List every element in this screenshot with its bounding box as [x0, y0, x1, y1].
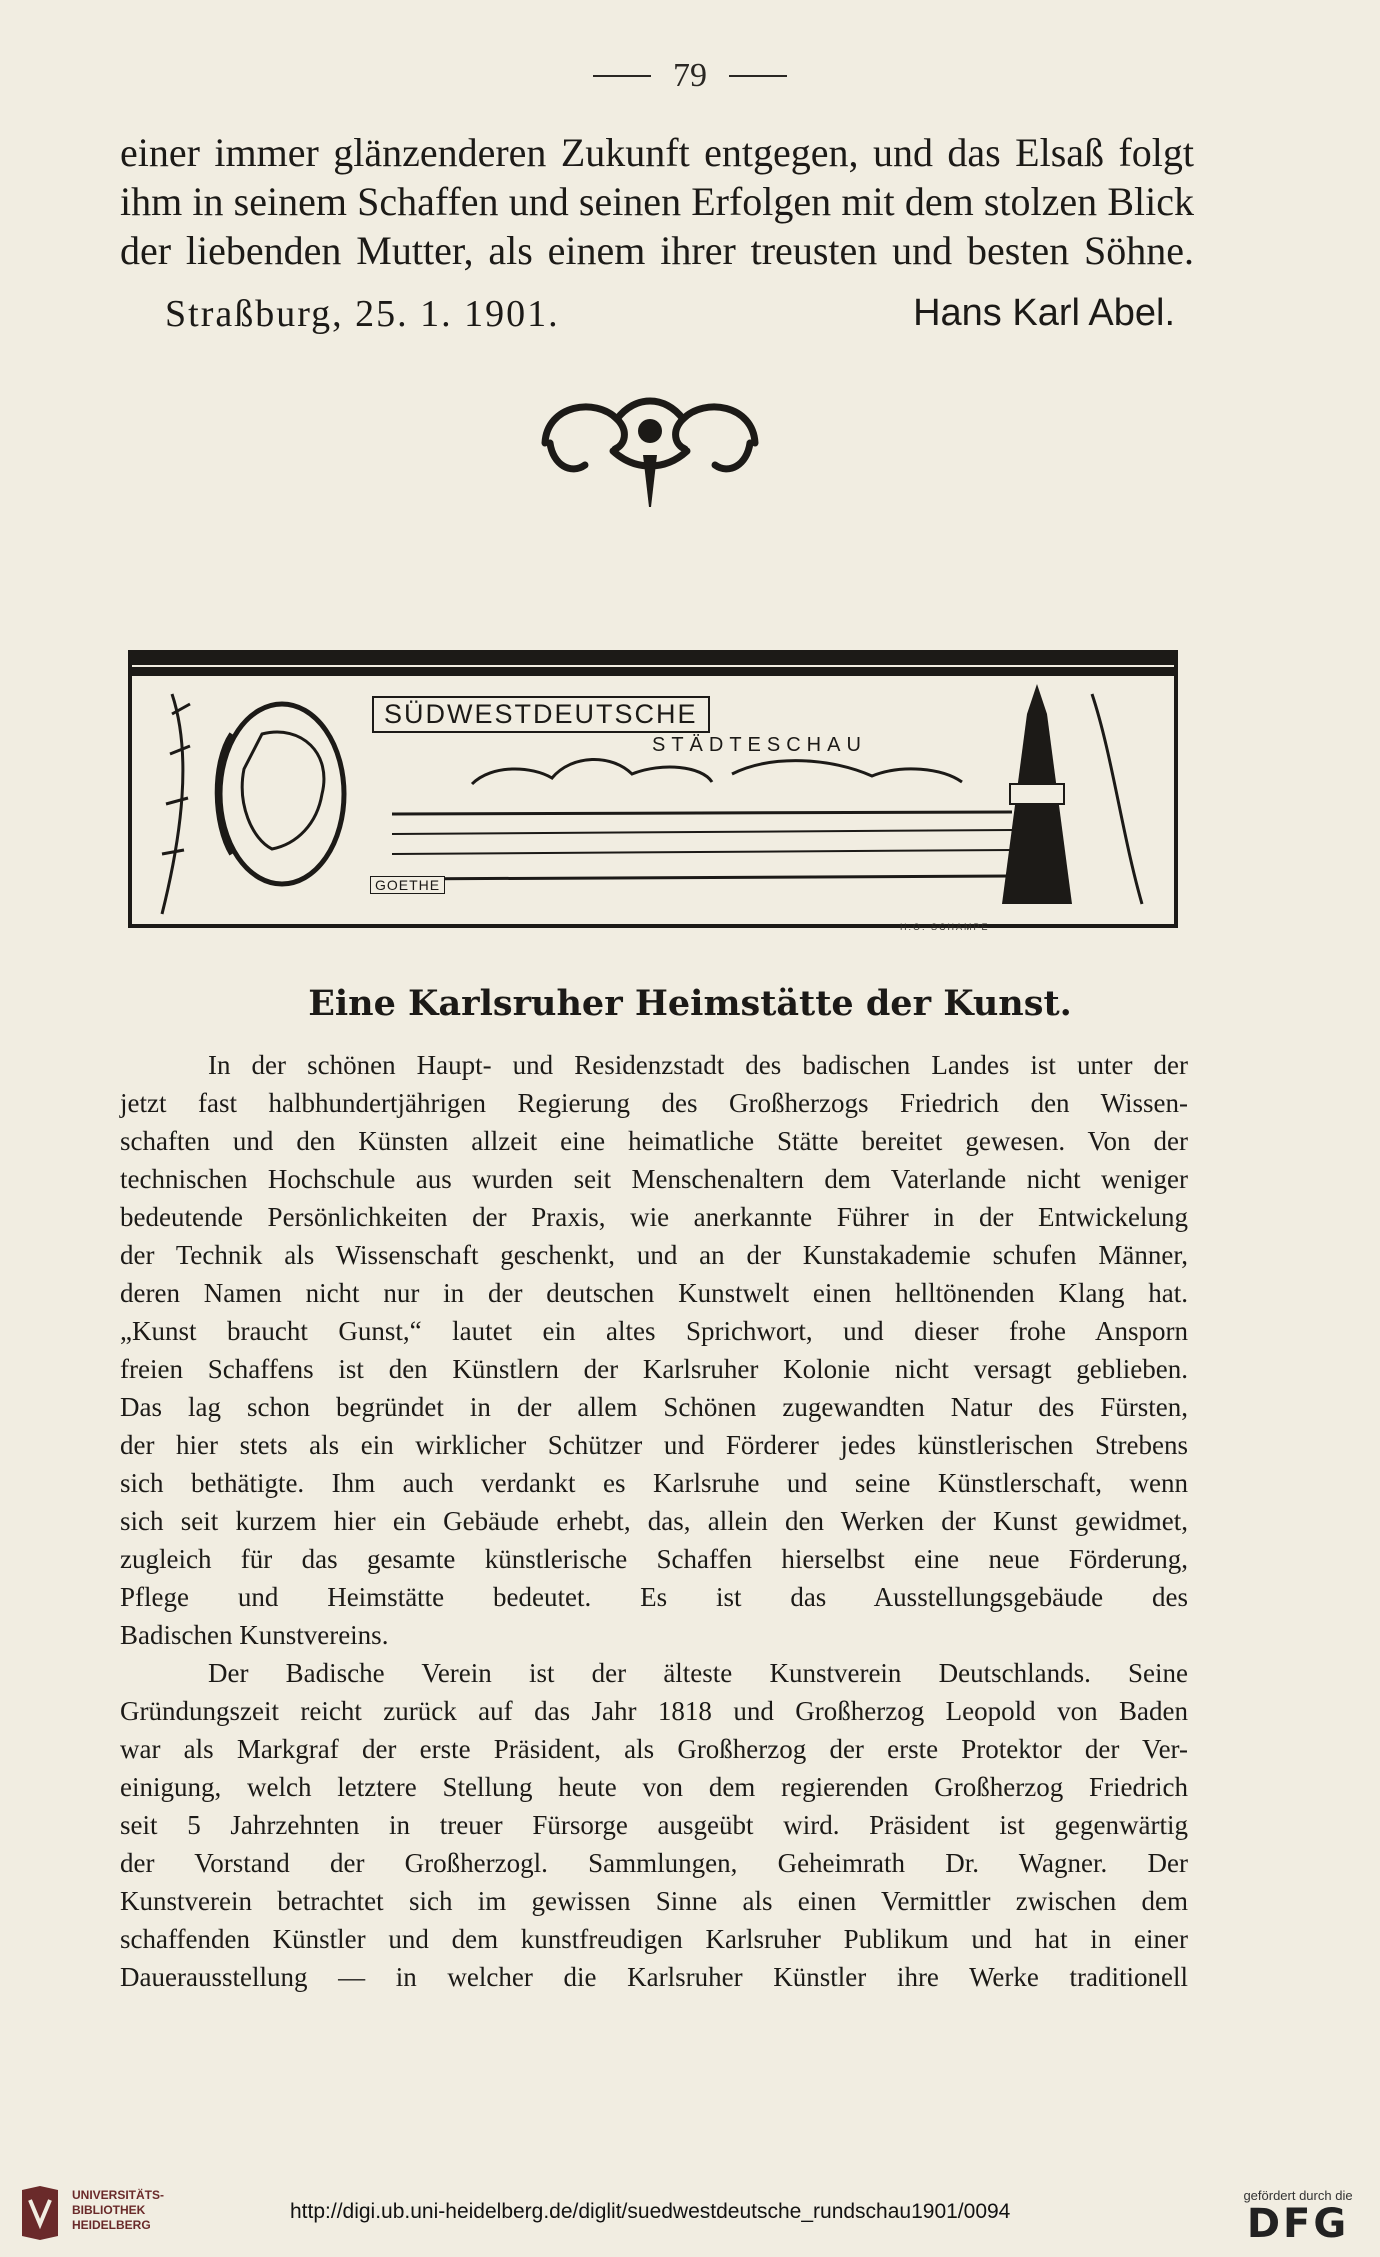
library-line: BIBLIOTHEK	[72, 2203, 146, 2217]
library-line: UNIVERSITÄTS-	[72, 2188, 165, 2202]
article-line: freien Schaffens ist den Künstlern der Karlsruher Kolonie nicht versagt geblieben.	[120, 1354, 1188, 1384]
article-line: war als Markgraf der erste Präsident, als Großherzog der erste Protektor der Ver-	[120, 1734, 1188, 1764]
article-line: Pflege und Heimstätte bedeutet. Es ist das Ausstellungsgebäude des	[120, 1582, 1188, 1612]
dfg-logo	[1228, 2188, 1368, 2250]
text-line: einer immer glänzenderen Zukunft entgegen, und das Elsaß folgt	[120, 130, 1194, 175]
article-line: Dauerausstellung — in welcher die Karlsruher Künstler ihre Werke traditionell	[120, 1962, 1188, 1992]
library-line: HEIDELBERG	[72, 2218, 151, 2232]
article-line: Gründungszeit reicht zurück auf das Jahr 1818 und Großherzog Leopold von Baden	[120, 1696, 1188, 1726]
article-line: der hier stets als ein wirklicher Schützer und Förderer jedes künstlerischen Strebens	[120, 1430, 1188, 1460]
dfg-caption: gefördert durch die	[1243, 2188, 1353, 2203]
author-name: Hans Karl Abel.	[913, 292, 1175, 334]
dfg-mark: DFG	[1246, 2201, 1350, 2247]
article-line: „Kunst braucht Gunst,“ lautet ein altes Sprichwort, und dieser frohe Ansporn	[120, 1316, 1188, 1346]
article-line: Kunstverein betrachtet sich im gewissen Sinne als einen Vermittler zwischen dem	[120, 1886, 1188, 1916]
article-body	[120, 1046, 1188, 1996]
header-rule-right	[729, 75, 787, 77]
header-rule-left	[593, 75, 651, 77]
signature-line	[165, 292, 1175, 336]
article-line: deren Namen nicht nur in der deutschen Kunstwelt einen helltönenden Klang hat.	[120, 1278, 1188, 1308]
text-line: ihm in seinem Schaffen und seinen Erfolgen mit dem stolzen Blick	[120, 179, 1194, 224]
library-emblem-icon	[18, 2184, 62, 2242]
text-line: der liebenden Mutter, als einem ihrer treusten und besten Söhne.	[120, 228, 1194, 273]
landscape-drawing	[132, 654, 1174, 924]
article-line: sich seit kurzem hier ein Gebäude erhebt, das, allein den Werken der Kunst gewidmet,	[120, 1506, 1188, 1536]
article-line: einigung, welch letztere Stellung heute von dem regierenden Großherzog Friedrich	[120, 1772, 1188, 1802]
artist-signature: H.O. SCHAMPE	[900, 922, 990, 932]
article-line: Der Badische Verein ist der älteste Kunstverein Deutschlands. Seine	[208, 1658, 1188, 1688]
article-line: der Technik als Wissenschaft geschenkt, und an der Kunstakademie schufen Männer,	[120, 1240, 1188, 1270]
banner-title: SÜDWESTDEUTSCHE	[372, 696, 710, 733]
banner-illustration	[128, 650, 1178, 928]
library-logo	[18, 2184, 188, 2244]
place-date: Straßburg, 25. 1. 1901.	[165, 293, 560, 335]
previous-article-ending	[120, 128, 1194, 275]
article-title: Eine Karlsruher Heimstätte der Kunst.	[308, 983, 1072, 1024]
article-line: zugleich für das gesamte künstlerische Schaffen hierselbst eine neue Förderung,	[120, 1544, 1188, 1574]
article-line: sich bethätigte. Ihm auch verdankt es Karlsruhe und seine Künstlerschaft, wenn	[120, 1468, 1188, 1498]
article-line: der Vorstand der Großherzogl. Sammlungen, Geheimrath Dr. Wagner. Der	[120, 1848, 1188, 1878]
source-url-link[interactable]: http://digi.ub.uni-heidelberg.de/diglit/suedwestdeutsche_rundschau1901/0094	[290, 2200, 1011, 2223]
article-line: In der schönen Haupt- und Residenzstadt des badischen Landes ist unter der	[208, 1050, 1188, 1080]
article-line: Das lag schon begründet in der allem Schönen zugewandten Natur des Fürsten,	[120, 1392, 1188, 1422]
article-line: Badischen Kunstvereins.	[120, 1620, 389, 1650]
ornament-vignette-icon	[525, 385, 775, 510]
banner-subtitle: STÄDTESCHAU	[652, 734, 867, 756]
page-header	[0, 52, 1380, 100]
article-line: jetzt fast halbhundertjährigen Regierung des Großherzogs Friedrich den Wissen-	[120, 1088, 1188, 1118]
article-line: technischen Hochschule aus wurden seit Menschenaltern dem Vaterlande nicht weniger	[120, 1164, 1188, 1194]
portrait-label: GOETHE	[370, 876, 445, 894]
article-line: schaffenden Künstler und dem kunstfreudigen Karlsruher Publikum und hat in einer	[120, 1924, 1188, 1954]
article-line: bedeutende Persönlichkeiten der Praxis, wie anerkannte Führer in der Entwickelung	[120, 1202, 1188, 1232]
article-line: seit 5 Jahrzehnten in treuer Fürsorge ausgeübt wird. Präsident ist gegenwärtig	[120, 1810, 1188, 1840]
page-number: 79	[673, 57, 707, 94]
article-line: schaften und den Künsten allzeit eine heimatliche Stätte bereitet gewesen. Von der	[120, 1126, 1188, 1156]
